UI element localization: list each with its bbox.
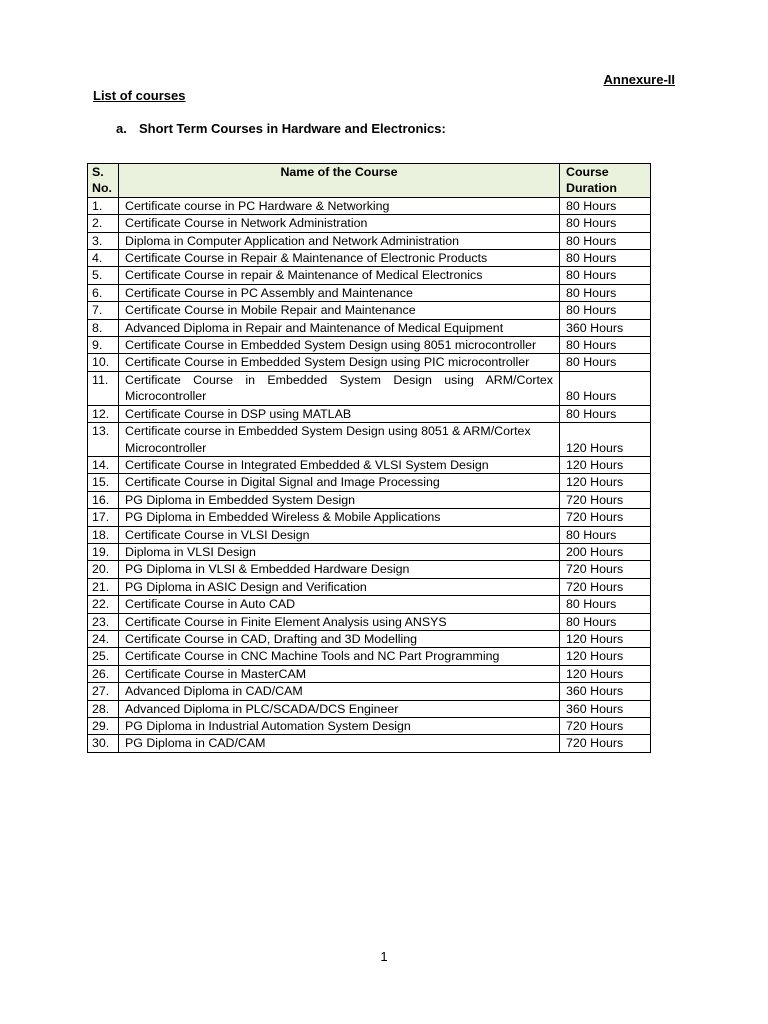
- course-duration: 120 Hours: [560, 474, 651, 491]
- course-duration: 360 Hours: [560, 700, 651, 717]
- course-duration: 80 Hours: [560, 354, 651, 371]
- course-duration: 360 Hours: [560, 319, 651, 336]
- course-number: 27.: [88, 683, 119, 700]
- course-duration: 80 Hours: [560, 337, 651, 354]
- table-row: [88, 578, 651, 595]
- course-duration: 80 Hours: [560, 250, 651, 267]
- section-heading: [116, 121, 446, 136]
- course-number: 25.: [88, 648, 119, 665]
- course-duration: 720 Hours: [560, 718, 651, 735]
- course-duration: 720 Hours: [560, 561, 651, 578]
- course-duration: 80 Hours: [560, 596, 651, 613]
- course-duration: 120 Hours: [560, 665, 651, 682]
- course-duration: 80 Hours: [560, 371, 651, 405]
- course-duration: 120 Hours: [560, 630, 651, 647]
- course-number: 12.: [88, 405, 119, 422]
- course-number: 28.: [88, 700, 119, 717]
- course-number: 29.: [88, 718, 119, 735]
- list-title: List of courses: [93, 88, 186, 103]
- course-number: 14.: [88, 456, 119, 473]
- course-name: PG Diploma in Embedded System Design: [119, 491, 560, 508]
- course-name: PG Diploma in Embedded Wireless & Mobile Applications: [119, 509, 560, 526]
- table-row: [88, 337, 651, 354]
- table-row: [88, 630, 651, 647]
- course-name: Certificate Course in repair & Maintenance of Medical Electronics: [119, 267, 560, 284]
- course-number: 2.: [88, 215, 119, 232]
- course-name: Certificate Course in Embedded System Design using ARM/Cortex Microcontroller: [119, 371, 560, 405]
- course-duration: 720 Hours: [560, 509, 651, 526]
- course-number: 22.: [88, 596, 119, 613]
- course-number: 4.: [88, 250, 119, 267]
- course-name: Certificate course in PC Hardware & Networking: [119, 197, 560, 214]
- course-name: Certificate Course in PC Assembly and Maintenance: [119, 284, 560, 301]
- course-name: Advanced Diploma in PLC/SCADA/DCS Engineer: [119, 700, 560, 717]
- course-duration: 80 Hours: [560, 197, 651, 214]
- course-name: Certificate Course in Finite Element Analysis using ANSYS: [119, 613, 560, 630]
- course-number: 17.: [88, 509, 119, 526]
- table-row: [88, 371, 651, 405]
- table-row: [88, 735, 651, 752]
- table-row: [88, 543, 651, 560]
- course-name: Certificate Course in Auto CAD: [119, 596, 560, 613]
- table-row: [88, 596, 651, 613]
- course-duration: 360 Hours: [560, 683, 651, 700]
- table-row: [88, 718, 651, 735]
- course-duration: 720 Hours: [560, 491, 651, 508]
- table-row: [88, 197, 651, 214]
- course-name: PG Diploma in VLSI & Embedded Hardware Design: [119, 561, 560, 578]
- course-duration: 80 Hours: [560, 232, 651, 249]
- section-marker: a.: [116, 121, 127, 136]
- table-row: [88, 526, 651, 543]
- table-row: [88, 405, 651, 422]
- table-row: [88, 354, 651, 371]
- course-duration: 80 Hours: [560, 267, 651, 284]
- course-duration: 720 Hours: [560, 578, 651, 595]
- courses-table: [87, 163, 651, 753]
- course-name: Certificate Course in Network Administration: [119, 215, 560, 232]
- table-row: [88, 250, 651, 267]
- course-duration: 120 Hours: [560, 456, 651, 473]
- table-header-row: [88, 164, 651, 198]
- course-number: 5.: [88, 267, 119, 284]
- course-duration: 80 Hours: [560, 405, 651, 422]
- table-row: [88, 423, 651, 457]
- table-row: [88, 456, 651, 473]
- course-number: 9.: [88, 337, 119, 354]
- course-number: 10.: [88, 354, 119, 371]
- course-number: 18.: [88, 526, 119, 543]
- course-number: 19.: [88, 543, 119, 560]
- course-name: Certificate Course in MasterCAM: [119, 665, 560, 682]
- course-name: Certificate Course in Repair & Maintenance of Electronic Products: [119, 250, 560, 267]
- course-number: 15.: [88, 474, 119, 491]
- course-duration: 80 Hours: [560, 526, 651, 543]
- course-name: PG Diploma in Industrial Automation System Design: [119, 718, 560, 735]
- table-row: [88, 474, 651, 491]
- table-row: [88, 665, 651, 682]
- course-name: Certificate Course in Embedded System Design using 8051 microcontroller: [119, 337, 560, 354]
- course-duration: 720 Hours: [560, 735, 651, 752]
- course-name: Certificate Course in VLSI Design: [119, 526, 560, 543]
- page-number: 1: [380, 949, 388, 964]
- table-row: [88, 232, 651, 249]
- course-duration: 80 Hours: [560, 215, 651, 232]
- course-number: 11.: [88, 371, 119, 405]
- course-duration: 120 Hours: [560, 423, 651, 457]
- course-duration: 80 Hours: [560, 613, 651, 630]
- course-name: Advanced Diploma in CAD/CAM: [119, 683, 560, 700]
- course-number: 6.: [88, 284, 119, 301]
- course-rows: [88, 197, 651, 752]
- course-number: 23.: [88, 613, 119, 630]
- course-name: Certificate Course in Integrated Embedded & VLSI System Design: [119, 456, 560, 473]
- course-number: 24.: [88, 630, 119, 647]
- header-sno: S. No.: [88, 164, 119, 198]
- table-row: [88, 267, 651, 284]
- header-course-duration: Course Duration: [560, 164, 651, 198]
- course-duration: 80 Hours: [560, 302, 651, 319]
- table-row: [88, 648, 651, 665]
- course-duration: 80 Hours: [560, 284, 651, 301]
- section-title: Short Term Courses in Hardware and Electronics:: [139, 121, 446, 136]
- course-number: 7.: [88, 302, 119, 319]
- course-name: Diploma in Computer Application and Network Administration: [119, 232, 560, 249]
- course-name: Certificate Course in Embedded System Design using PIC microcontroller: [119, 354, 560, 371]
- table-row: [88, 700, 651, 717]
- course-number: 21.: [88, 578, 119, 595]
- course-name: Certificate Course in Digital Signal and Image Processing: [119, 474, 560, 491]
- course-number: 13.: [88, 423, 119, 457]
- course-name: Certificate Course in CNC Machine Tools and NC Part Programming: [119, 648, 560, 665]
- table-row: [88, 284, 651, 301]
- header-course-name: Name of the Course: [119, 164, 560, 198]
- course-number: 1.: [88, 197, 119, 214]
- table-row: [88, 561, 651, 578]
- course-name: Certificate Course in Mobile Repair and Maintenance: [119, 302, 560, 319]
- course-duration: 200 Hours: [560, 543, 651, 560]
- table-row: [88, 509, 651, 526]
- course-duration: 120 Hours: [560, 648, 651, 665]
- course-number: 30.: [88, 735, 119, 752]
- course-number: 20.: [88, 561, 119, 578]
- table-row: [88, 319, 651, 336]
- table-row: [88, 613, 651, 630]
- course-name: Advanced Diploma in Repair and Maintenance of Medical Equipment: [119, 319, 560, 336]
- table-row: [88, 683, 651, 700]
- course-name: Diploma in VLSI Design: [119, 543, 560, 560]
- table-row: [88, 491, 651, 508]
- course-number: 26.: [88, 665, 119, 682]
- course-number: 3.: [88, 232, 119, 249]
- course-name: Certificate course in Embedded System Design using 8051 & ARM/Cortex Microcontroller: [119, 423, 560, 457]
- course-name: Certificate Course in CAD, Drafting and 3D Modelling: [119, 630, 560, 647]
- course-number: 16.: [88, 491, 119, 508]
- table-row: [88, 302, 651, 319]
- course-name: PG Diploma in CAD/CAM: [119, 735, 560, 752]
- annexure-label: Annexure-II: [603, 72, 675, 87]
- course-name: Certificate Course in DSP using MATLAB: [119, 405, 560, 422]
- course-name: PG Diploma in ASIC Design and Verification: [119, 578, 560, 595]
- course-number: 8.: [88, 319, 119, 336]
- table-row: [88, 215, 651, 232]
